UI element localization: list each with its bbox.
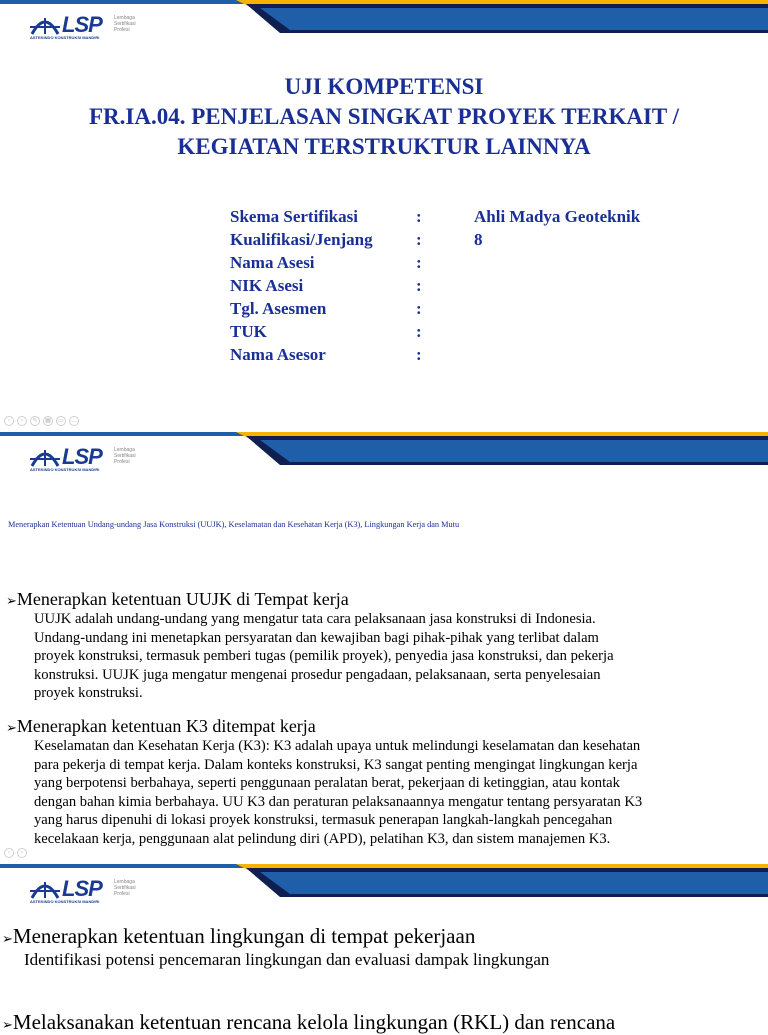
logo-arch-icon bbox=[30, 876, 60, 900]
title-line: FR.IA.04. PENJELASAN SINGKAT PROYEK TERKAIT / bbox=[88, 104, 679, 129]
bullet-arrow-icon: ➢ bbox=[2, 932, 13, 947]
logo-small-text: Lembaga Sertifikasi Profesi bbox=[114, 879, 136, 897]
title-line: KEGIATAN TERSTRUKTUR LAINNYA bbox=[177, 134, 591, 159]
section-heading: ➢Melaksanakan ketentuan rencana kelola lingkungan (RKL) dan rencana bbox=[2, 1010, 616, 1034]
pen-icon[interactable]: ✎ bbox=[30, 416, 40, 426]
lsp-logo bbox=[30, 876, 140, 906]
bullet-arrow-icon: ➢ bbox=[6, 594, 17, 609]
cover-title bbox=[0, 72, 768, 162]
bullet-arrow-icon: ➢ bbox=[2, 1018, 13, 1033]
logo-brand: LSP bbox=[62, 12, 102, 37]
lsp-logo bbox=[30, 444, 140, 474]
logo-subtitle: ASTEKINDO KONSTRUKSI MANDIRI bbox=[30, 467, 100, 472]
logo-small-text: Lembaga Sertifikasi Profesi bbox=[114, 15, 136, 33]
title-line: UJI KOMPETENSI bbox=[284, 74, 484, 99]
section-uujk bbox=[6, 589, 766, 703]
logo-brand: LSP bbox=[62, 876, 102, 901]
section-heading: ➢Menerapkan ketentuan K3 ditempat kerja bbox=[6, 716, 316, 736]
screen-icon[interactable]: ▭ bbox=[56, 416, 66, 426]
more-icon[interactable]: … bbox=[71, 417, 77, 424]
forward-icon[interactable]: › bbox=[17, 848, 27, 858]
section-body: Identifikasi potensi pencemaran lingkungan dan evaluasi dampak lingkungan bbox=[24, 950, 550, 969]
section-heading: ➢Menerapkan ketentuan lingkungan di tempat pekerjaan bbox=[2, 924, 476, 948]
logo-small-text: Lembaga Sertifikasi Profesi bbox=[114, 447, 136, 465]
slides-icon[interactable]: ▦ bbox=[43, 416, 53, 426]
slide-content-2 bbox=[0, 864, 768, 1034]
slide-content-1 bbox=[0, 432, 768, 864]
section-lingkungan bbox=[2, 924, 762, 971]
slide-cover: LSP Lembaga Sertifikasi Profesi ASTEKINDO KONSTRUKSI MANDIRI UJI KOMPETENSI FR.IA.04. PENJELASAN SINGKAT PROYEK TERKAIT / KEGIATAN TERSTRUKTUR LAINNYA Skema Sertifikasi : Ahli Madya Geoteknik Kualifikasi/Jenjang : 8 Nama Asesi : NIK Asesi : Tgl. Asesmen : TUK : Nama Asesor : ‹ › ✎ ▦ ▭ … bbox=[0, 0, 768, 432]
section-body: Keselamatan dan Kesehatan Kerja (K3): K3 adalah upaya untuk melindungi keselamatan dan kesehatan para pekerja di tempat kerja. Dalam konteks konstruksi, K3 sangat penting mengingat lingkungan kerja yang berpotensi berbahaya, seperti penggunaan peralatan berat, pekerjaan di ketinggian, atau kontak dengan bahan kimia berbahaya. UU K3 dan peraturan pelaksanaannya mengatur tentang persyaratan K3 yang harus dipenuhi di lokasi proyek konstruksi, termasuk penerapan langkah-langkah pencegahan kecelakaan kerja, penggunaan alat pelindung diri (APD), pelatihan K3, dan sistem manajemen K3. bbox=[34, 738, 643, 847]
section-heading: ➢Menerapkan ketentuan UUJK di Tempat kerja bbox=[6, 589, 349, 609]
bullet-arrow-icon: ➢ bbox=[6, 721, 17, 736]
section-rkl bbox=[2, 1010, 762, 1035]
logo-brand: LSP bbox=[62, 444, 102, 469]
logo-arch-icon bbox=[30, 444, 60, 468]
section-k3 bbox=[6, 716, 766, 849]
logo-arch-icon bbox=[30, 12, 60, 36]
logo-subtitle: ASTEKINDO KONSTRUKSI MANDIRI bbox=[30, 899, 100, 904]
section-body: UUJK adalah undang-undang yang mengatur tata cara pelaksanaan jasa konstruksi di Indonesia. Undang-undang ini menetapkan persyaratan dan kewajiban bagi pihak-pihak yang terlibat dalam proyek konstruksi, termasuk pemberi tugas (pemilik proyek), penyedia jasa konstruksi, dan pekerja konstruksi. UUJK juga mengatur mengenai prosedur pengadaan, pelaksanaan, serta penyelesaian proyek konstruksi. bbox=[34, 611, 614, 702]
logo-subtitle: ASTEKINDO KONSTRUKSI MANDIRI bbox=[30, 35, 100, 40]
forward-icon[interactable]: › bbox=[17, 416, 27, 426]
slide-controls bbox=[4, 848, 27, 858]
slide-subtitle: Menerapkan Ketentuan Undang-undang Jasa Konstruksi (UUJK), Keselamatan dan Kesehatan Kerja (K3), Lingkungan Kerja dan Mutu bbox=[8, 520, 460, 529]
lsp-logo bbox=[30, 12, 140, 42]
back-icon[interactable]: ‹ bbox=[4, 416, 14, 426]
slide-controls bbox=[4, 416, 79, 426]
back-icon[interactable]: ‹ bbox=[4, 848, 14, 858]
